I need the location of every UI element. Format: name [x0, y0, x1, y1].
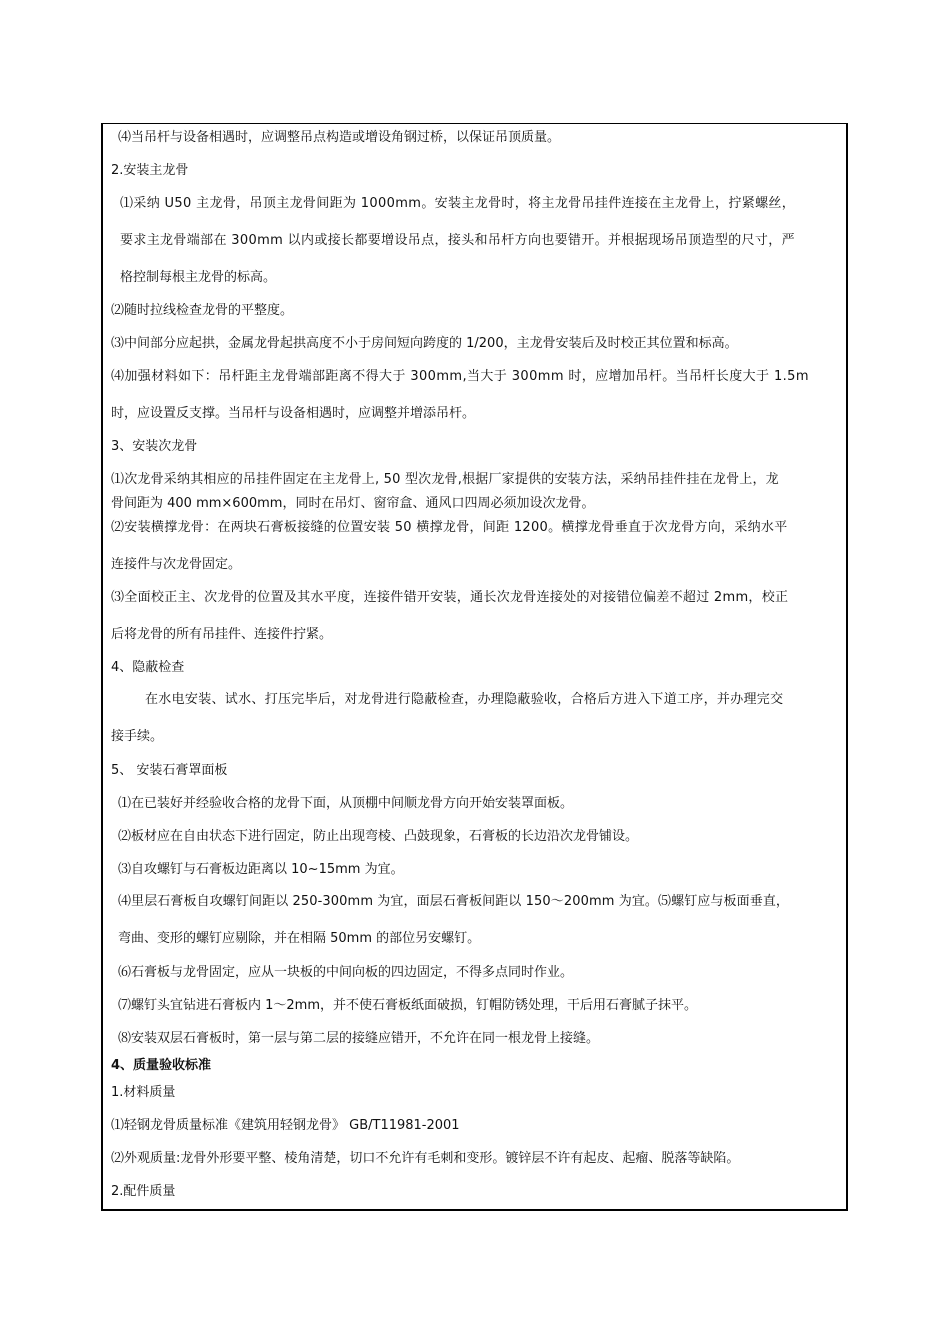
text-line: 格控制每根主龙骨的标高。: [120, 270, 277, 285]
text-line: ⑷加强材料如下：吊杆距主龙骨端部距离不得大于 300mm,当大于 300mm 时，应增加吊杆。当吊杆长度大于 1.5m: [111, 369, 809, 384]
section-heading: 3、安装次龙骨: [111, 439, 198, 454]
section-heading: 1.材料质量: [111, 1085, 176, 1100]
section-heading: 2.安装主龙骨: [111, 163, 189, 178]
text-line: ⑵安装横撑龙骨：在两块石膏板接缝的位置安装 50 横撑龙骨，间距 1200。横撑龙骨垂直于次龙骨方向，采纳水平: [111, 520, 788, 535]
text-line: ⑴次龙骨采纳其相应的吊挂件固定在主龙骨上, 50 型次龙骨,根据厂家提供的安装方法，采纳吊挂件挂在龙骨上，龙: [111, 472, 779, 487]
text-line: 接手续。: [111, 729, 164, 744]
text-line: ⑶中间部分应起拱，金属龙骨起拱高度不小于房间短向跨度的 1/200，主龙骨安装后及时校正其位置和标高。: [111, 336, 738, 351]
text-line: ⑵随时拉线检查龙骨的平整度。: [111, 303, 294, 318]
table-frame: [101, 124, 848, 1211]
text-line: ⑴采纳 U50 主龙骨，吊顶主龙骨间距为 1000mm。安装主龙骨时，将主龙骨吊挂件连接在主龙骨上，拧紧螺丝，: [120, 196, 796, 211]
text-line: 弯曲、变形的螺钉应剔除，并在相隔 50mm 的部位另安螺钉。: [118, 931, 481, 946]
text-line: 骨间距为 400 mm×600mm，同时在吊灯、窗帘盒、通风口四周必须加设次龙骨。: [111, 496, 595, 511]
text-line: ⑴轻钢龙骨质量标准《建筑用轻钢龙骨》 GB/T11981-2001: [111, 1118, 460, 1133]
section-heading: 4、隐蔽检查: [111, 660, 185, 675]
text-line: 后将龙骨的所有吊挂件、连接件拧紧。: [111, 627, 333, 642]
text-line: 连接件与次龙骨固定。: [111, 557, 242, 572]
text-line: ⑵外观质量:龙骨外形要平整、棱角清楚，切口不允许有毛刺和变形。镀锌层不许有起皮、起瘤、脱落等缺陷。: [111, 1151, 740, 1166]
text-line: ⑶全面校正主、次龙骨的位置及其水平度，连接件错开安装，通长次龙骨连接处的对接错位偏差不超过 2mm，校正: [111, 590, 789, 605]
text-line: ⑶自攻螺钉与石膏板边距离以 10~15mm 为宜。: [118, 862, 404, 877]
text-line: 时，应设置反支撑。当吊杆与设备相遇时，应调整并增添吊杆。: [111, 406, 476, 421]
text-line: ⑹石膏板与龙骨固定，应从一块板的中间向板的四边固定，不得多点同时作业。: [118, 965, 574, 980]
text-line: ⑺螺钉头宜钻进石膏板内 1～2mm，并不使石膏板纸面破损，钉帽防锈处理，干后用石膏腻子抹平。: [118, 998, 698, 1013]
text-line: 要求主龙骨端部在 300mm 以内或接长都要增设吊点，接头和吊杆方向也要错开。并根据现场吊顶造型的尺寸，严: [120, 233, 795, 248]
section-heading: 5、 安装石膏罩面板: [111, 763, 228, 778]
text-line: ⑻安装双层石膏板时，第一层与第二层的接缝应错开，不允许在同一根龙骨上接缝。: [118, 1031, 600, 1046]
text-line: ⑷里层石膏板自攻螺钉间距以 250-300mm 为宜，面层石膏板间距以 150～200mm 为宜。⑸螺钉应与板面垂直，: [118, 894, 790, 909]
text-line: ⑴在已装好并经验收合格的龙骨下面，从顶棚中间顺龙骨方向开始安装罩面板。: [118, 796, 574, 811]
text-line: ⑵板材应在自由状态下进行固定，防止出现弯棱、凸鼓现象，石膏板的长边沿次龙骨铺设。: [118, 829, 639, 844]
section-heading: 2.配件质量: [111, 1184, 176, 1199]
text-line: 在水电安装、试水、打压完毕后，对龙骨进行隐蔽检查，办理隐蔽验收，合格后方进入下道工序，并办理完交: [145, 692, 784, 707]
section-heading: 4、质量验收标准: [111, 1058, 212, 1073]
text-line: ⑷当吊杆与设备相遇时，应调整吊点构造或增设角钢过桥，以保证吊顶质量。: [118, 130, 561, 145]
